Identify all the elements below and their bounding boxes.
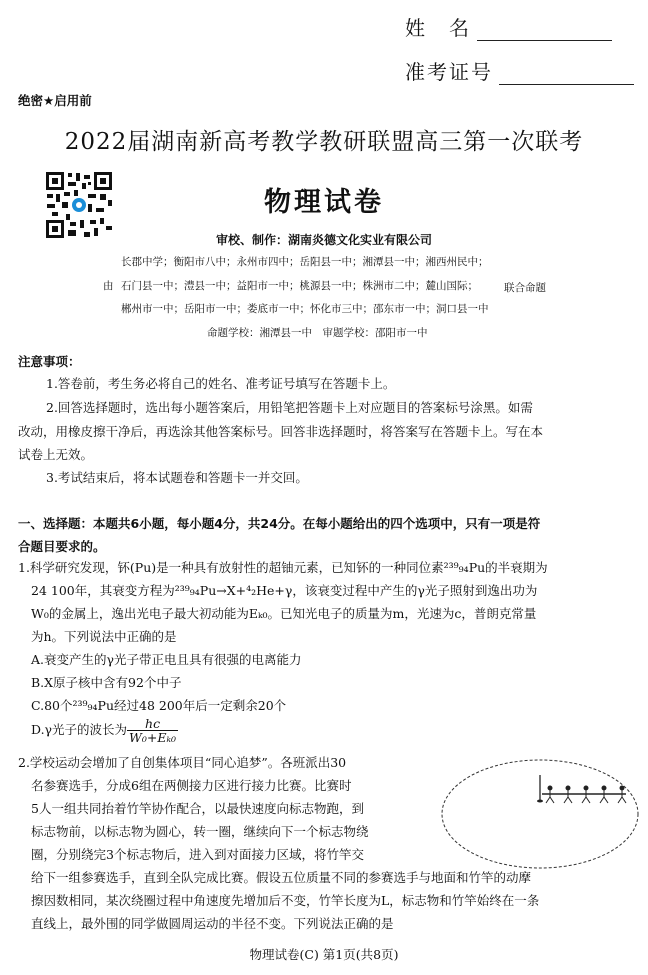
secret-label: 绝密★启用前 [18, 93, 92, 108]
notice-item-1: 1.答卷前，考生务必将自己的姓名、准考证号填写在答题卡上。 [46, 376, 396, 391]
q2-line-5: 圈，分别绕完3个标志物后，进入到对面接力区域，将竹竿交 [31, 847, 364, 862]
ticket-label: 准考证号 [405, 60, 493, 84]
q1-line-4: 为h。下列说法中正确的是 [31, 629, 177, 644]
ticket-field [405, 56, 634, 85]
setters-line: 命题学校：湘潭县一中 审题学校：邵阳市一中 [207, 327, 428, 339]
q1-line-1: 1.科学研究发现，钚(Pu)是一种具有放射性的超铀元素，已知钚的一种同位素²³⁹₉₄Pu的半衰期为 [18, 560, 548, 575]
fraction-denominator: W₀+Eₖ₀ [129, 730, 177, 745]
marker-base [537, 800, 543, 803]
notice-item-3: 3.考试结束后，将本试题卷和答题卡一并交回。 [46, 470, 308, 485]
section-1-heading-cont: 合题目要求的。 [18, 539, 106, 554]
q1-line-3: W₀的金属上，逸出光电子最大初动能为Eₖ₀。已知光电子的质量为m，光速为c，普朗克常量 [31, 606, 537, 621]
runner-head [566, 786, 570, 790]
notice-item-2-cont: 改动，用橡皮擦干净后，再选涂其他答案标号。回答非选择题时，将答案写在答题卡上。写在本 [18, 424, 544, 439]
q1-option-d-fraction [127, 717, 178, 744]
q1-option-c: C.80个²³⁹₉₄Pu经过48 200年后一定剩余20个 [31, 698, 287, 713]
schools-line-1: 长郡中学；衡阳市八中；永州市四中；岳阳县一中；湘潭县一中；湘西州民中； [121, 256, 489, 268]
q1-option-d-prefix: D.γ光子的波长为 [31, 722, 128, 737]
q2-line-6: 给下一组参赛选手，直到全队完成比赛。假设五位质量不同的参赛选手与地面和竹竿的动摩 [31, 870, 532, 885]
q1-option-b: B.X原子核中含有92个中子 [31, 675, 182, 690]
q2-line-3: 5人一组共同抬着竹竿协作配合，以最快速度向标志物跑，到 [31, 801, 364, 816]
section-1-heading: 一、选择题：本题共6小题，每小题4分，共24分。在每小题给出的四个选项中，只有一项是符 [18, 516, 541, 531]
q1-option-a: A.衰变产生的γ光子带正电且具有很强的电离能力 [31, 652, 302, 667]
exam-title: 2022届湖南新高考教学教研联盟高三第一次联考 [64, 129, 584, 155]
schools-suffix: 联合命题 [504, 282, 546, 294]
name-label: 姓 名 [405, 16, 471, 40]
notice-heading: 注意事项： [18, 354, 81, 369]
notice-item-2: 2.回答选择题时，选出每小题答案后，用铅笔把答题卡上对应题目的答案标号涂黑。如需 [46, 400, 533, 415]
name-field [405, 12, 612, 41]
q1-line-2: 24 100年，其衰变方程为²³⁹₉₄Pu→X+⁴₂He+γ，该衰变过程中产生的γ光子照射到逸出功为 [31, 583, 538, 598]
producer-line: 审校、制作：湖南炎德文化实业有限公司 [215, 233, 432, 247]
name-underline [477, 18, 612, 41]
q2-line-4: 标志物前，以标志物为圆心，转一圈，继续向下一个标志物绕 [31, 824, 369, 839]
subject-title: 物理试卷 [264, 187, 384, 218]
schools-prefix: 由 [103, 280, 114, 292]
fraction-numerator: hc [127, 717, 178, 731]
q2-line-1: 2.学校运动会增加了自创集体项目“同心追梦”。各班派出30 [18, 755, 347, 770]
q1-option-d [31, 717, 178, 744]
q2-line-7: 擦因数相同，某次绕圈过程中角速度先增加后不变，竹竿长度为L，标志物和竹竿始终在一条 [31, 893, 540, 908]
notice-item-2-end: 试卷上无效。 [18, 447, 94, 462]
ticket-underline [499, 62, 634, 85]
schools-line-3: 郴州市一中；岳阳市一中；娄底市一中；怀化市三中；邵东市一中；洞口县一中 [121, 303, 489, 315]
runner-head [548, 786, 552, 790]
runner-head [620, 786, 624, 790]
q2-line-2: 名参赛选手，分成6组在两侧接力区进行接力比赛。比赛时 [31, 778, 352, 793]
schools-line-2: 石门县一中；澧县一中；益阳市一中；桃源县一中；株洲市二中；麓山国际； [121, 280, 478, 292]
q2-figure [438, 755, 643, 873]
q2-line-8: 直线上，最外围的同学做圆周运动的半径不变。下列说法正确的是 [31, 916, 394, 931]
page-footer: 物理试卷(C) 第1页(共8页) [249, 947, 399, 962]
runner-head [602, 786, 606, 790]
runner-head [584, 786, 588, 790]
